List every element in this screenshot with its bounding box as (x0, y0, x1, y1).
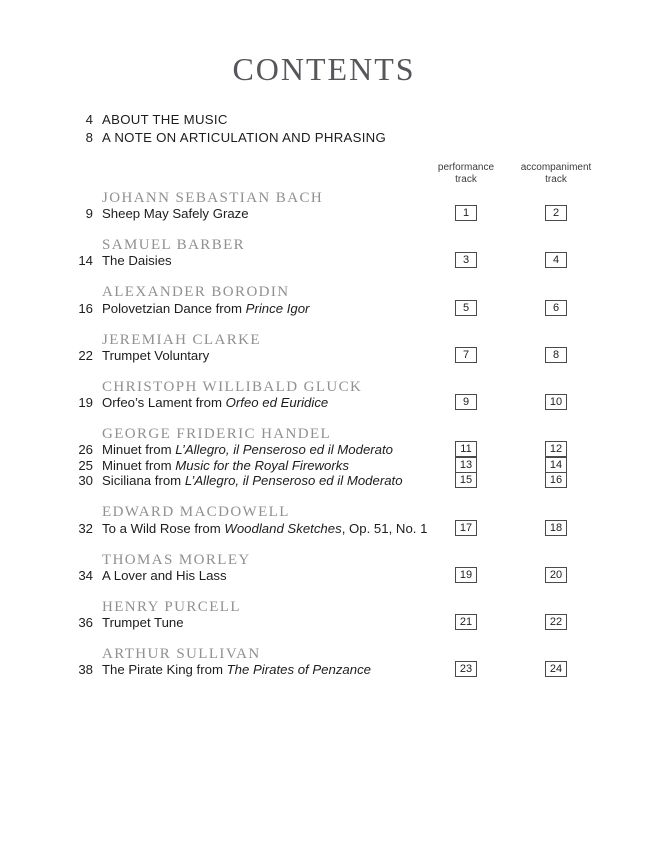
composer-name: CHRISTOPH WILLIBALD GLUCK (102, 378, 363, 395)
piece-row (0, 568, 648, 584)
piece-title (102, 253, 172, 269)
piece-row (0, 206, 648, 222)
performance-track-box: 17 (455, 520, 477, 536)
piece-row (0, 521, 648, 537)
piece-row (0, 458, 648, 474)
performance-track-box: 13 (455, 457, 477, 473)
composer-section (0, 284, 648, 316)
page-number: 4 (85, 112, 93, 127)
performance-track-box: 5 (455, 300, 477, 316)
title-segment: The Pirates of Penzance (226, 662, 372, 678)
piece-title (102, 662, 371, 678)
piece-row (0, 253, 648, 269)
accompaniment-header-line2: track (545, 173, 567, 185)
page-number: 25 (78, 457, 93, 473)
title-segment: Minuet from (102, 442, 176, 458)
piece-title (102, 521, 427, 537)
composer-section (0, 552, 648, 584)
page-number: 32 (78, 520, 93, 536)
composer-name: JEREMIAH CLARKE (102, 331, 261, 348)
piece-row (0, 473, 648, 489)
title-segment: Music for the Royal Fireworks (175, 457, 349, 473)
composer-section (0, 332, 648, 364)
accompaniment-track-box: 18 (545, 520, 567, 536)
title-segment: Minuet from (102, 457, 176, 473)
title-segment: L’Allegro, il Penseroso ed il Moderato (184, 473, 403, 489)
piece-row (0, 662, 648, 678)
title-segment: Polovetzian Dance from (102, 300, 246, 316)
page-number: 26 (78, 442, 93, 458)
piece-row (0, 615, 648, 631)
performance-track-box: 9 (455, 394, 477, 410)
performance-header-line1: performance (437, 162, 495, 173)
accompaniment-header-line1: accompaniment (520, 162, 592, 173)
composer-name: GEORGE FRIDERIC HANDEL (102, 425, 332, 442)
composer-name: EDWARD MACDOWELL (102, 504, 290, 521)
accompaniment-track-box: 4 (545, 252, 567, 268)
page-title: CONTENTS (232, 51, 416, 87)
piece-row (0, 395, 648, 411)
title-segment: L’Allegro, il Penseroso ed il Moderato (175, 442, 394, 458)
page-number: 16 (78, 300, 93, 316)
accompaniment-track-box: 6 (545, 300, 567, 316)
page-number: 30 (78, 473, 93, 489)
composer-section (0, 426, 648, 489)
title-segment: To a Wild Rose from (102, 520, 225, 536)
accompaniment-track-header (486, 162, 626, 185)
accompaniment-track-box: 12 (545, 441, 567, 457)
performance-track-box: 11 (455, 441, 477, 457)
title-segment: , Op. 51, No. 1 (341, 520, 428, 536)
accompaniment-track-box: 2 (545, 205, 567, 221)
composer-name: THOMAS MORLEY (102, 551, 251, 568)
composer-section (0, 599, 648, 631)
contents-list (0, 190, 648, 693)
piece-title (102, 301, 309, 317)
title-segment: Siciliana from (102, 473, 185, 489)
front-matter-row (0, 111, 648, 129)
performance-track-box: 15 (455, 472, 477, 488)
composer-name: ALEXANDER BORODIN (102, 284, 290, 301)
piece-title (102, 206, 249, 222)
accompaniment-track-box: 20 (545, 567, 567, 583)
performance-track-box: 21 (455, 614, 477, 630)
title-segment: Prince Igor (245, 300, 310, 316)
piece-row (0, 442, 648, 458)
page-number: 19 (78, 394, 93, 410)
performance-track-box: 23 (455, 661, 477, 677)
front-matter-row (0, 129, 648, 147)
performance-track-box: 7 (455, 347, 477, 363)
piece-title (102, 473, 403, 489)
composer-name: SAMUEL BARBER (102, 237, 246, 254)
performance-track-box: 1 (455, 205, 477, 221)
composer-section (0, 237, 648, 269)
composer-section (0, 379, 648, 411)
title-segment: Woodland Sketches (224, 520, 342, 536)
page-number: 14 (78, 253, 93, 269)
accompaniment-track-box: 16 (545, 472, 567, 488)
piece-title (102, 458, 349, 474)
title-segment: Orfeo ed Euridice (225, 394, 329, 410)
page-number: 8 (85, 129, 93, 145)
accompaniment-track-box: 8 (545, 347, 567, 363)
accompaniment-track-box: 22 (545, 614, 567, 630)
title-segment: Sheep May Safely Graze (102, 206, 249, 222)
piece-title (102, 615, 184, 631)
title-segment: The Daisies (102, 253, 172, 269)
composer-section (0, 646, 648, 678)
accompaniment-track-box: 24 (545, 661, 567, 677)
composer-section (0, 504, 648, 536)
accompaniment-track-box: 14 (545, 457, 567, 473)
piece-title (102, 348, 209, 364)
performance-track-box: 19 (455, 567, 477, 583)
front-matter-label: A NOTE ON ARTICULATION AND PHRASING (102, 129, 387, 145)
piece-row (0, 301, 648, 317)
title-segment: A Lover and His Lass (102, 567, 227, 583)
composer-name: JOHANN SEBASTIAN BACH (102, 190, 324, 206)
title-segment: Trumpet Tune (102, 614, 184, 630)
piece-title (102, 395, 328, 411)
page-number: 22 (78, 347, 93, 363)
accompaniment-track-box: 10 (545, 394, 567, 410)
title-segment: The Pirate King from (102, 662, 227, 678)
page-number: 34 (78, 567, 93, 583)
front-matter (0, 111, 648, 146)
page-number: 38 (78, 662, 93, 678)
piece-row (0, 348, 648, 364)
piece-title (102, 442, 393, 458)
performance-header-line2: track (455, 173, 477, 185)
page-number: 9 (85, 206, 93, 222)
piece-title (102, 568, 227, 584)
performance-track-box: 3 (455, 252, 477, 268)
composer-section (0, 190, 648, 222)
front-matter-label: ABOUT THE MUSIC (102, 112, 228, 127)
page-number: 36 (78, 614, 93, 630)
composer-name: ARTHUR SULLIVAN (102, 645, 261, 662)
composer-name: HENRY PURCELL (102, 598, 241, 615)
title-segment: Orfeo’s Lament from (102, 394, 226, 410)
title-segment: Trumpet Voluntary (102, 347, 210, 363)
